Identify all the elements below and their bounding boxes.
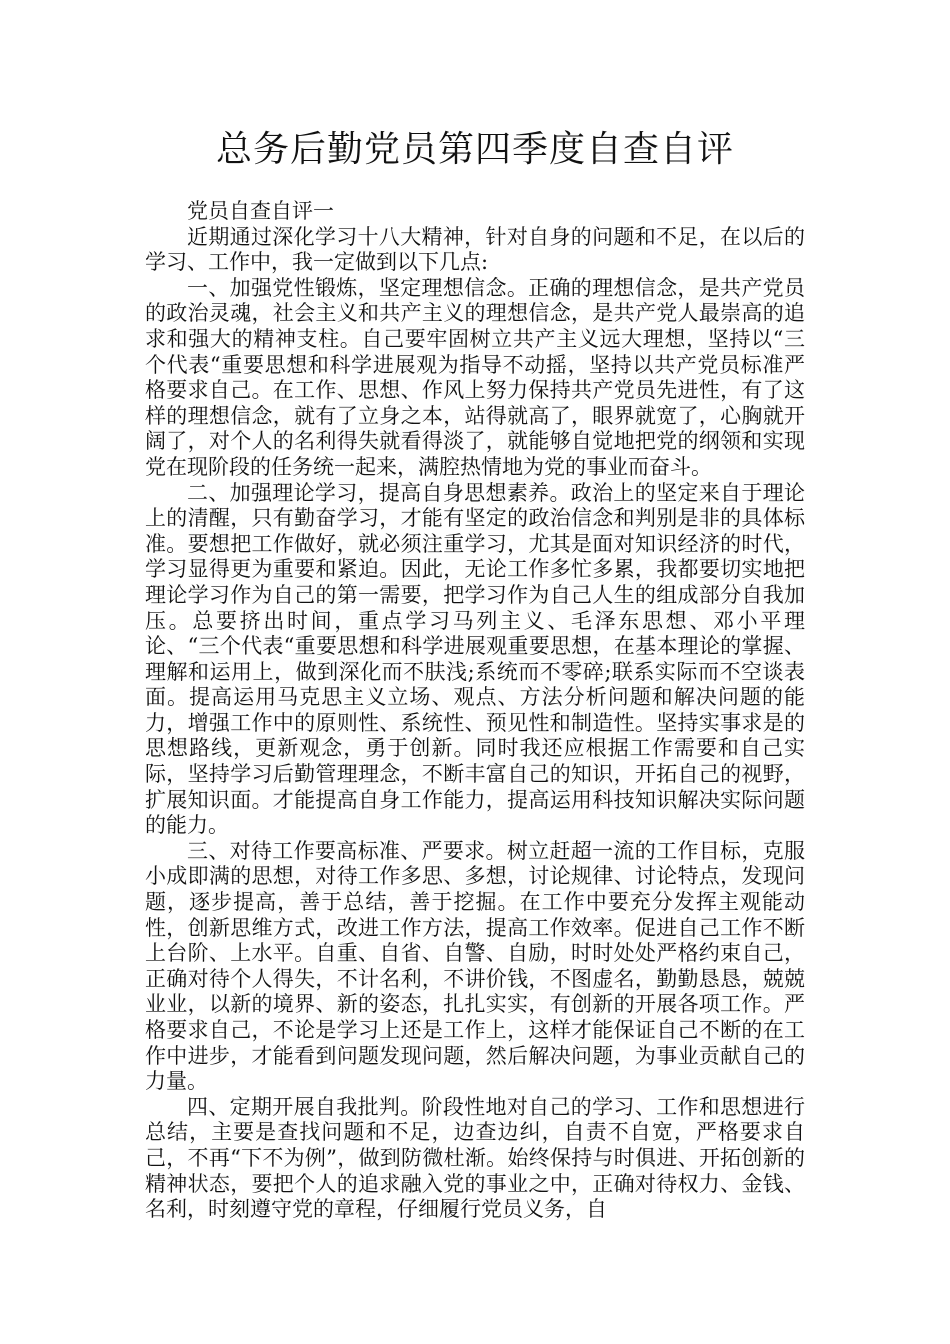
paragraph-heading: 党员自查自评一: [187, 199, 334, 223]
paragraph-section-3: 三、对待工作要高标准、严要求。树立赶超一流的工作目标，克服小成即满的思想，对待工作多思、多想，讨论规律、讨论特点，发现问题，逐步提高，善于总结，善于挖掘。在工作中要充分发挥主观能动性，创新思维方式，改进工作方法，提高工作效率。促进自己工作不断上台阶、上水平。自重、自省、自警、自励，时时处处严格约束自己，正确对待个人得失，不计名利，不讲价钱，不图虚名，勤勤恳恳，兢兢业业，以新的境界、新的姿态，扎扎实实，有创新的开展各项工作。严格要求自己，不论是学习上还是工作上，这样才能保证自己不断的在工作中进步，才能看到问题发现问题，然后解决问题，为事业贡献自己的力量。: [145, 838, 805, 1094]
document-title: 总务后勤党员第四季度自查自评: [215, 129, 734, 170]
paragraph-section-4: 四、定期开展自我批判。阶段性地对自己的学习、工作和思想进行总结，主要是查找问题和不足，边查边纠，自责不自宽，严格要求自己，不再“下不为例”，做到防微杜渐。始终保持与时俱进、开拓创新的精神状态，要把个人的追求融入党的事业之中，正确对待权力、金钱、名利，时刻遵守党的章程，仔细履行党员义务，自: [145, 1094, 805, 1222]
paragraph-section-2: 二、加强理论学习，提高自身思想素养。政治上的坚定来自于理论上的清醒，只有勤奋学习，才能有坚定的政治信念和判别是非的具体标准。要想把工作做好，就必须注重学习，尤其是面对知识经济的时代，学习显得更为重要和紧迫。因此，无论工作多忙多累，我都要切实地把理论学习作为自己的第一需要，把学习作为自己人生的组成部分自我加压。总要挤出时间，重点学习马列主义、毛泽东思想、邓小平理论、“三个代表“重要思想和科学进展观重要思想，在基本理论的掌握、理解和运用上，做到深化而不肤浅;系统而不零碎;联系实际而不空谈表面。提高运用马克思主义立场、观点、方法分析问题和解决问题的能力，增强工作中的原则性、系统性、预见性和制造性。坚持实事求是的思想路线，更新观念，勇于创新。同时我还应根据工作需要和自己实际，坚持学习后勤管理理念，不断丰富自己的知识，开拓自己的视野，扩展知识面。才能提高自身工作能力，提高运用科技知识解决实际问题的能力。: [145, 480, 805, 838]
paragraph-intro: 近期通过深化学习十八大精神，针对自身的问题和不足，在以后的学习、工作中，我一定做到以下几点:: [145, 224, 805, 275]
document-body: [145, 199, 805, 1223]
paragraph-section-1: 一、加强党性锻炼，坚定理想信念。正确的理想信念，是共产党员的政治灵魂，社会主义和共产主义的理想信念，是共产党人最崇高的追求和强大的精神支柱。自己要牢固树立共产主义远大理想，坚持以“三个代表“重要思想和科学进展观为指导不动摇，坚持以共产党员标准严格要求自己。在工作、思想、作风上努力保持共产党员先进性，有了这样的理想信念，就有了立身之本，站得就高了，眼界就宽了，心胸就开阔了，对个人的名利得失就看得淡了，就能够自觉地把党的纲领和实现党在现阶段的任务统一起来，满腔热情地为党的事业而奋斗。: [145, 275, 805, 479]
